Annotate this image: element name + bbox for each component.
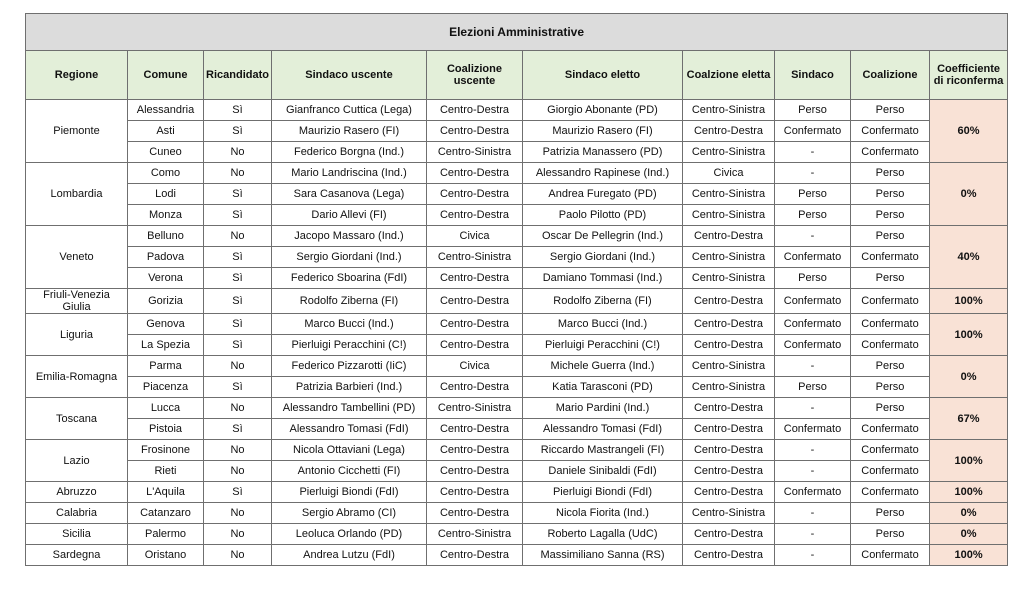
cell-coalizione: Perso [851,100,930,121]
cell-sindaco-eletto: Sergio Giordani (Ind.) [523,247,683,268]
cell-coalizione-uscente: Centro-Destra [427,121,523,142]
cell-ricandidato: No [204,440,272,461]
cell-coalizione-eletta: Centro-Destra [683,419,775,440]
cell-coalizione-uscente: Centro-Destra [427,545,523,566]
cell-coalizione: Confermato [851,142,930,163]
cell-ricandidato: No [204,226,272,247]
cell-ricandidato: No [204,461,272,482]
cell-comune: Oristano [128,545,204,566]
cell-sindaco-uscente: Nicola Ottaviani (Lega) [272,440,427,461]
cell-sindaco-eletto: Andrea Furegato (PD) [523,184,683,205]
table-row [26,482,1008,503]
table-row [26,226,1008,247]
cell-regione: Lombardia [26,163,128,226]
cell-coalizione-uscente: Centro-Destra [427,440,523,461]
cell-sindaco-eletto: Damiano Tommasi (Ind.) [523,268,683,289]
table-row [26,398,1008,419]
header-sindaco: Sindaco [775,51,851,100]
cell-sindaco: - [775,461,851,482]
cell-sindaco: Perso [775,184,851,205]
cell-regione: Emilia-Romagna [26,356,128,398]
cell-coefficiente: 0% [930,524,1008,545]
cell-sindaco-uscente: Alessandro Tambellini (PD) [272,398,427,419]
cell-sindaco-eletto: Pierluigi Biondi (FdI) [523,482,683,503]
cell-coalizione-eletta: Centro-Destra [683,121,775,142]
cell-sindaco: Perso [775,377,851,398]
cell-sindaco-uscente: Antonio Cicchetti (FI) [272,461,427,482]
cell-coefficiente: 100% [930,440,1008,482]
cell-coalizione: Confermato [851,247,930,268]
cell-coalizione-eletta: Centro-Sinistra [683,377,775,398]
cell-coalizione-uscente: Civica [427,226,523,247]
cell-sindaco-eletto: Rodolfo Ziberna (FI) [523,289,683,314]
cell-ricandidato: No [204,524,272,545]
cell-coefficiente: 40% [930,226,1008,289]
cell-coalizione-eletta: Centro-Destra [683,226,775,247]
cell-ricandidato: Sì [204,205,272,226]
header-coefficiente: Coefficiente di riconferma [930,51,1008,100]
cell-sindaco-uscente: Pierluigi Biondi (FdI) [272,482,427,503]
cell-coefficiente: 100% [930,289,1008,314]
header-coalizione-uscente: Coalizione uscente [427,51,523,100]
cell-ricandidato: No [204,398,272,419]
cell-sindaco: Confermato [775,335,851,356]
cell-sindaco: Confermato [775,314,851,335]
cell-comune: La Spezia [128,335,204,356]
cell-ricandidato: Sì [204,482,272,503]
cell-coalizione-eletta: Centro-Sinistra [683,100,775,121]
cell-comune: Frosinone [128,440,204,461]
cell-coalizione-eletta: Centro-Sinistra [683,268,775,289]
cell-coalizione: Confermato [851,121,930,142]
cell-coalizione-eletta: Centro-Destra [683,314,775,335]
cell-sindaco-uscente: Leoluca Orlando (PD) [272,524,427,545]
cell-sindaco-uscente: Andrea Lutzu (FdI) [272,545,427,566]
cell-coefficiente: 100% [930,545,1008,566]
cell-coalizione: Confermato [851,545,930,566]
header-ricandidato: Ricandidato [204,51,272,100]
cell-sindaco-uscente: Alessandro Tomasi (FdI) [272,419,427,440]
header-sindaco-eletto: Sindaco eletto [523,51,683,100]
cell-regione: Veneto [26,226,128,289]
cell-sindaco-eletto: Patrizia Manassero (PD) [523,142,683,163]
cell-sindaco: - [775,142,851,163]
cell-sindaco-uscente: Federico Sboarina (FdI) [272,268,427,289]
cell-sindaco-eletto: Nicola Fiorita (Ind.) [523,503,683,524]
cell-regione: Calabria [26,503,128,524]
cell-sindaco-uscente: Federico Pizzarotti (IiC) [272,356,427,377]
cell-sindaco-uscente: Rodolfo Ziberna (FI) [272,289,427,314]
cell-ricandidato: Sì [204,335,272,356]
cell-coefficiente: 67% [930,398,1008,440]
cell-coalizione: Perso [851,205,930,226]
table-row [26,503,1008,524]
cell-coalizione-uscente: Centro-Sinistra [427,524,523,545]
cell-sindaco: - [775,356,851,377]
cell-coefficiente: 0% [930,503,1008,524]
cell-coalizione-eletta: Centro-Destra [683,335,775,356]
table-row [26,335,1008,356]
cell-sindaco: Confermato [775,419,851,440]
cell-sindaco: - [775,163,851,184]
cell-sindaco: - [775,226,851,247]
cell-coefficiente: 60% [930,100,1008,163]
table-row [26,545,1008,566]
cell-regione: Friuli-Venezia Giulia [26,289,128,314]
table-row [26,440,1008,461]
cell-coalizione: Confermato [851,335,930,356]
cell-comune: Alessandria [128,100,204,121]
cell-coalizione-uscente: Centro-Destra [427,482,523,503]
cell-comune: Monza [128,205,204,226]
cell-ricandidato: Sì [204,100,272,121]
cell-coalizione-eletta: Centro-Destra [683,398,775,419]
cell-sindaco: Confermato [775,247,851,268]
cell-sindaco-uscente: Sergio Abramo (CI) [272,503,427,524]
cell-ricandidato: Sì [204,121,272,142]
cell-comune: Lodi [128,184,204,205]
cell-comune: Asti [128,121,204,142]
cell-coalizione-eletta: Centro-Destra [683,461,775,482]
cell-sindaco-uscente: Jacopo Massaro (Ind.) [272,226,427,247]
table-row [26,205,1008,226]
cell-sindaco-uscente: Federico Borgna (Ind.) [272,142,427,163]
cell-coalizione-eletta: Centro-Sinistra [683,205,775,226]
cell-coalizione-eletta: Centro-Sinistra [683,184,775,205]
cell-coalizione: Confermato [851,419,930,440]
table-row [26,247,1008,268]
cell-sindaco-eletto: Mario Pardini (Ind.) [523,398,683,419]
cell-coalizione: Confermato [851,314,930,335]
cell-coalizione-eletta: Centro-Destra [683,289,775,314]
cell-coalizione: Confermato [851,440,930,461]
cell-regione: Liguria [26,314,128,356]
header-coalizione: Coalizione [851,51,930,100]
cell-sindaco: Perso [775,268,851,289]
cell-ricandidato: Sì [204,247,272,268]
header-sindaco-uscente: Sindaco uscente [272,51,427,100]
cell-comune: Genova [128,314,204,335]
cell-comune: Belluno [128,226,204,247]
cell-ricandidato: No [204,142,272,163]
cell-coefficiente: 100% [930,314,1008,356]
cell-sindaco-eletto: Marco Bucci (Ind.) [523,314,683,335]
cell-coalizione: Perso [851,503,930,524]
cell-coalizione-uscente: Centro-Destra [427,335,523,356]
cell-coalizione-uscente: Centro-Destra [427,268,523,289]
cell-sindaco-uscente: Patrizia Barbieri (Ind.) [272,377,427,398]
table-row [26,100,1008,121]
cell-coalizione-uscente: Centro-Destra [427,205,523,226]
cell-regione: Lazio [26,440,128,482]
cell-coefficiente: 100% [930,482,1008,503]
cell-coalizione: Perso [851,184,930,205]
cell-comune: Rieti [128,461,204,482]
cell-ricandidato: No [204,545,272,566]
cell-coalizione: Confermato [851,461,930,482]
cell-sindaco-eletto: Riccardo Mastrangeli (FI) [523,440,683,461]
cell-comune: L'Aquila [128,482,204,503]
table-row [26,314,1008,335]
cell-regione: Piemonte [26,100,128,163]
cell-coalizione: Perso [851,524,930,545]
header-regione: Regione [26,51,128,100]
election-table-container [25,13,1007,566]
cell-coalizione-eletta: Centro-Sinistra [683,247,775,268]
cell-ricandidato: No [204,356,272,377]
table-row [26,419,1008,440]
table-row [26,142,1008,163]
cell-coalizione-uscente: Centro-Destra [427,289,523,314]
table-row [26,163,1008,184]
cell-ricandidato: No [204,163,272,184]
cell-coalizione-eletta: Centro-Sinistra [683,142,775,163]
cell-coalizione-uscente: Centro-Destra [427,461,523,482]
table-row [26,461,1008,482]
cell-sindaco: Confermato [775,121,851,142]
cell-sindaco: Confermato [775,482,851,503]
cell-sindaco-eletto: Oscar De Pellegrin (Ind.) [523,226,683,247]
cell-coalizione: Perso [851,163,930,184]
cell-sindaco-uscente: Sergio Giordani (Ind.) [272,247,427,268]
table-body [26,100,1008,566]
cell-coalizione: Perso [851,398,930,419]
cell-ricandidato: Sì [204,419,272,440]
cell-sindaco-eletto: Massimiliano Sanna (RS) [523,545,683,566]
table-row [26,356,1008,377]
cell-sindaco-eletto: Maurizio Rasero (FI) [523,121,683,142]
cell-coalizione-uscente: Centro-Destra [427,184,523,205]
table-row [26,289,1008,314]
cell-ricandidato: Sì [204,268,272,289]
cell-coalizione-eletta: Centro-Sinistra [683,356,775,377]
cell-sindaco-uscente: Marco Bucci (Ind.) [272,314,427,335]
cell-sindaco-eletto: Pierluigi Peracchini (C!) [523,335,683,356]
cell-sindaco-uscente: Mario Landriscina (Ind.) [272,163,427,184]
cell-regione: Sicilia [26,524,128,545]
cell-sindaco-uscente: Gianfranco Cuttica (Lega) [272,100,427,121]
cell-comune: Cuneo [128,142,204,163]
cell-coalizione: Confermato [851,482,930,503]
table-row [26,377,1008,398]
cell-sindaco: Perso [775,100,851,121]
cell-sindaco-eletto: Alessandro Rapinese (Ind.) [523,163,683,184]
cell-sindaco-uscente: Dario Allevi (FI) [272,205,427,226]
cell-ricandidato: Sì [204,184,272,205]
cell-comune: Parma [128,356,204,377]
table-row [26,184,1008,205]
cell-coalizione-uscente: Civica [427,356,523,377]
header-comune: Comune [128,51,204,100]
cell-coalizione-eletta: Centro-Sinistra [683,503,775,524]
cell-sindaco: Confermato [775,289,851,314]
cell-coefficiente: 0% [930,163,1008,226]
cell-sindaco-eletto: Daniele Sinibaldi (FdI) [523,461,683,482]
cell-coalizione-uscente: Centro-Destra [427,503,523,524]
table-row [26,121,1008,142]
cell-ricandidato: Sì [204,314,272,335]
cell-coalizione-uscente: Centro-Destra [427,100,523,121]
cell-sindaco-eletto: Giorgio Abonante (PD) [523,100,683,121]
table-title: Elezioni Amministrative [26,14,1008,51]
cell-coefficiente: 0% [930,356,1008,398]
cell-coalizione: Confermato [851,289,930,314]
cell-comune: Palermo [128,524,204,545]
cell-sindaco-eletto: Katia Tarasconi (PD) [523,377,683,398]
cell-coalizione-eletta: Civica [683,163,775,184]
cell-coalizione-eletta: Centro-Destra [683,440,775,461]
cell-comune: Padova [128,247,204,268]
cell-sindaco-eletto: Roberto Lagalla (UdC) [523,524,683,545]
cell-coalizione: Perso [851,226,930,247]
cell-sindaco: - [775,440,851,461]
cell-sindaco: - [775,503,851,524]
cell-sindaco: - [775,524,851,545]
cell-coalizione-uscente: Centro-Destra [427,163,523,184]
cell-comune: Verona [128,268,204,289]
cell-sindaco-uscente: Maurizio Rasero (FI) [272,121,427,142]
cell-sindaco-uscente: Sara Casanova (Lega) [272,184,427,205]
cell-comune: Gorizia [128,289,204,314]
table-row [26,524,1008,545]
cell-regione: Abruzzo [26,482,128,503]
cell-ricandidato: Sì [204,289,272,314]
cell-coalizione-eletta: Centro-Destra [683,482,775,503]
cell-coalizione-eletta: Centro-Destra [683,545,775,566]
cell-coalizione-uscente: Centro-Sinistra [427,247,523,268]
cell-sindaco: Perso [775,205,851,226]
cell-regione: Sardegna [26,545,128,566]
cell-sindaco-uscente: Pierluigi Peracchini (C!) [272,335,427,356]
cell-coalizione-uscente: Centro-Sinistra [427,142,523,163]
cell-sindaco-eletto: Alessandro Tomasi (FdI) [523,419,683,440]
cell-comune: Como [128,163,204,184]
table-row [26,268,1008,289]
cell-sindaco: - [775,398,851,419]
header-coalizione-eletta: Coalzione eletta [683,51,775,100]
cell-sindaco: - [775,545,851,566]
cell-coalizione: Perso [851,356,930,377]
cell-coalizione: Perso [851,377,930,398]
cell-coalizione-uscente: Centro-Destra [427,419,523,440]
cell-sindaco-eletto: Paolo Pilotto (PD) [523,205,683,226]
cell-comune: Lucca [128,398,204,419]
cell-comune: Catanzaro [128,503,204,524]
cell-regione: Toscana [26,398,128,440]
cell-coalizione: Perso [851,268,930,289]
cell-coalizione-eletta: Centro-Destra [683,524,775,545]
cell-coalizione-uscente: Centro-Sinistra [427,398,523,419]
cell-comune: Pistoia [128,419,204,440]
election-table [25,13,1008,566]
cell-ricandidato: Sì [204,377,272,398]
cell-coalizione-uscente: Centro-Destra [427,377,523,398]
cell-coalizione-uscente: Centro-Destra [427,314,523,335]
cell-sindaco-eletto: Michele Guerra (Ind.) [523,356,683,377]
cell-ricandidato: No [204,503,272,524]
cell-comune: Piacenza [128,377,204,398]
